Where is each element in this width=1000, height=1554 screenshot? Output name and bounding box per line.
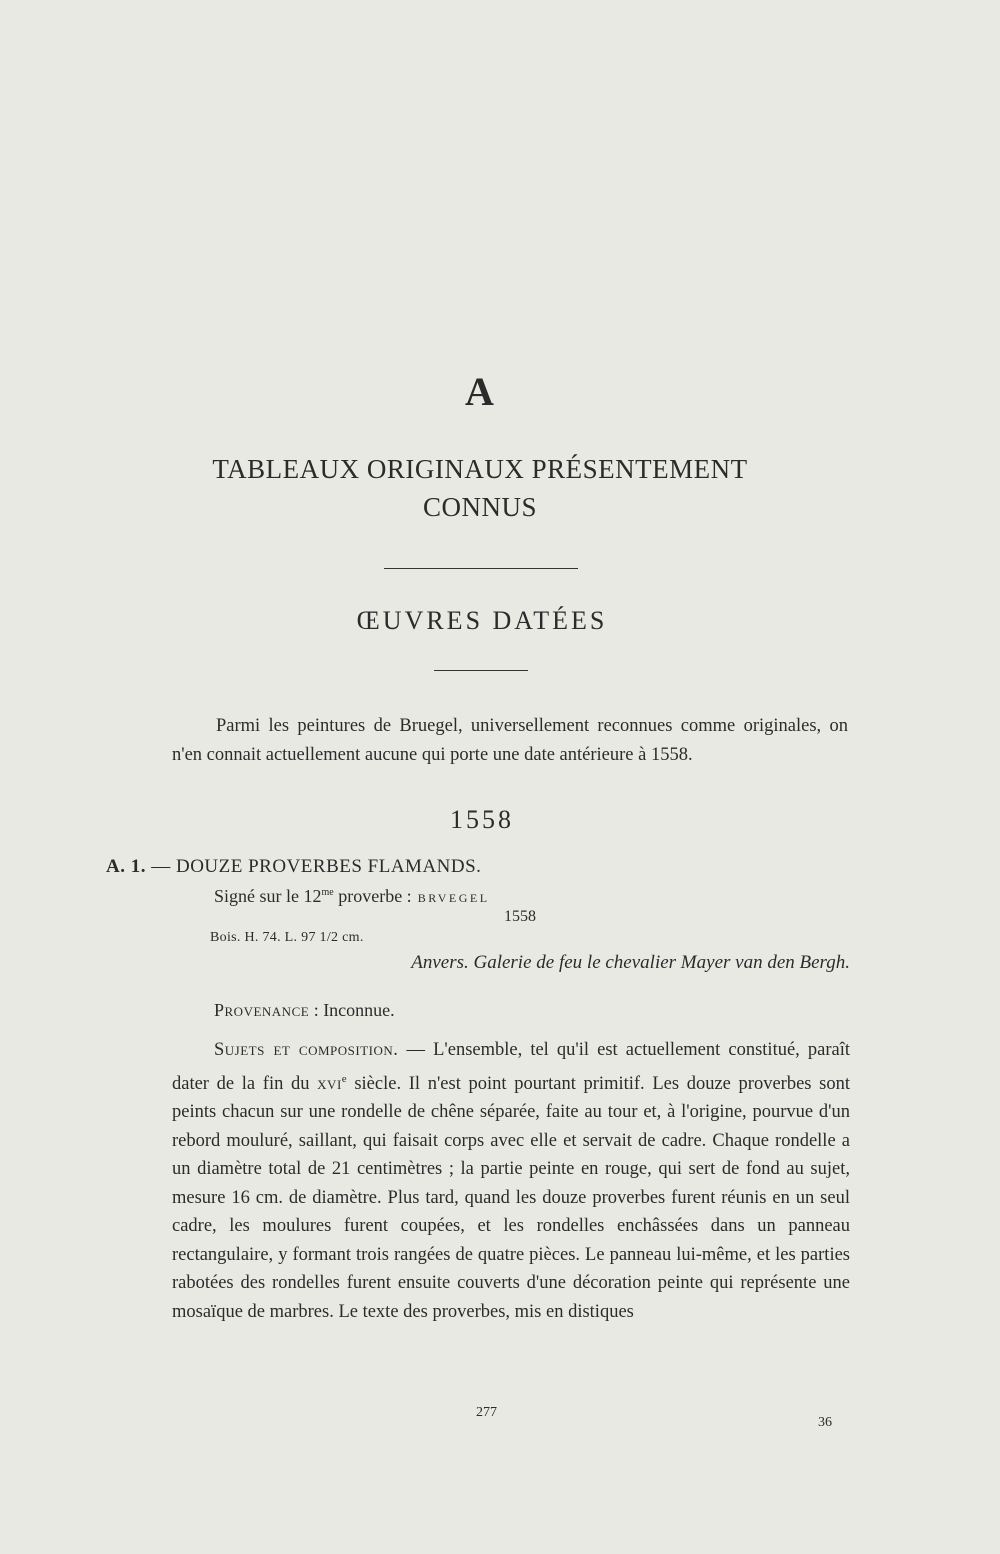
subsection-title: ŒUVRES DATÉES — [356, 606, 608, 635]
signed-prefix: Signé sur le 12 — [214, 886, 322, 906]
dimensions: Bois. H. 74. L. 97 1/2 cm. — [210, 930, 364, 945]
provenance — [214, 1000, 395, 1021]
divider-rule — [384, 568, 578, 569]
signed-superscript: me — [321, 887, 334, 898]
entry-dash: — — [151, 856, 171, 877]
entry-heading — [106, 856, 481, 878]
signed-suffix: proverbe : — [333, 886, 412, 906]
sheet-number: 36 — [818, 1415, 832, 1430]
divider-rule-short — [434, 670, 528, 671]
signature-name: BRVEGEL — [417, 891, 490, 905]
section-title — [150, 450, 810, 526]
subjects-text-2: siècle. Il n'est point pourtant primitif. Les douze proverbes sont peints chacun sur une rondelle de chêne séparée, faite au tour et, à l'origine, pourvue d'un rebord mouluré, saillant, qui faisait corps avec elle et servait de cadre. Chaque rondelle a un diamètre total de 21 centimètres ; la partie peinte en rouge, qui sert de fond au sujet, mesure 16 cm. de diamètre. Plus tard, quand les douze proverbes furent réunis en un seul cadre, les moulures furent coupées, et les rondelles enchâssées dans un panneau rectangulaire, y formant trois rangées de quatre pièces. Le panneau lui-même, et les parties rabotées des rondelles furent ensuite couverts d'une décoration peinte qui représente une mosaïque de marbres. Le texte des proverbes, mis en distiques — [172, 1073, 850, 1322]
section-letter: A — [465, 369, 495, 414]
signature-year: 1558 — [504, 908, 536, 925]
section-title-line-1: TABLEAUX ORIGINAUX PRÉSENTEMENT — [212, 454, 748, 484]
subjects-paragraph — [172, 1036, 850, 1326]
signature-line — [214, 886, 490, 907]
entry-title: DOUZE PROVERBES FLAMANDS. — [175, 856, 482, 877]
subjects-text-1: — L'ensemble, tel qu'il est actuellement constitué, paraît dater de la fin du — [172, 1040, 851, 1094]
section-title-line-2: CONNUS — [422, 492, 538, 522]
provenance-label: Provenance — [214, 1000, 310, 1020]
year-heading: 1558 — [450, 805, 514, 834]
intro-paragraph: Parmi les peintures de Bruegel, universellement reconnues comme originales, on n'en connait actuellement aucune qui porte une date antérieure à 1558. — [172, 716, 848, 765]
location: Anvers. Galerie de feu le chevalier Mayer van den Bergh. — [411, 952, 850, 973]
subjects-label: Sujets et composition. — [214, 1040, 399, 1060]
provenance-value: : Inconnue. — [309, 1000, 395, 1020]
century-superscript: e — [341, 1072, 347, 1085]
century: xvi — [317, 1073, 342, 1094]
page-number: 277 — [476, 1405, 497, 1420]
entry-number: A. 1. — [106, 856, 146, 877]
